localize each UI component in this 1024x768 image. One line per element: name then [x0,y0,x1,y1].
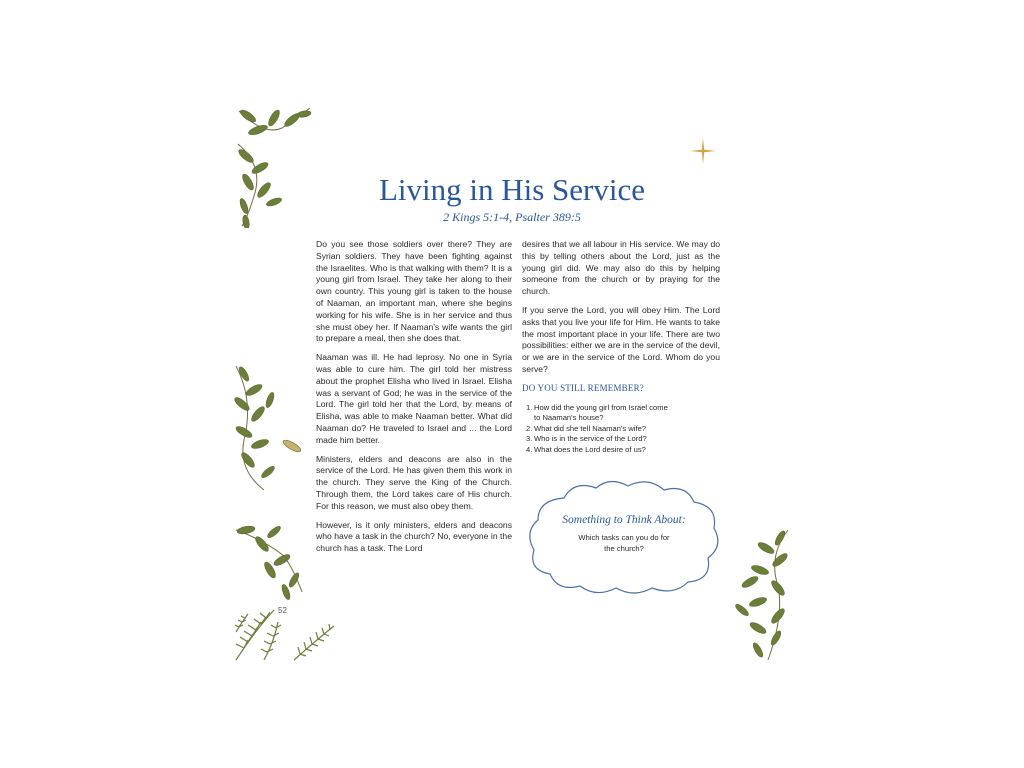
leaf-branch-decoration-bottom-right [728,526,790,662]
book-page [234,106,790,662]
paragraph: desires that we all labour in His service. We may do this by telling others about the Lord, just as the young girl did. We may also do this by helping someone from the church or by praying for the church. [522,239,720,297]
scripture-reference: 2 Kings 5:1-4, Psalter 389:5 [443,210,581,224]
paragraph: Naaman was ill. He had leprosy. No one in Syria was able to cure him. The girl told her mistress about the prophet Elisha who lived in Israel. Elisha was a servant of God; he was in the service of the Lord. The girl told her that the Lord, by means of Elisha, was able to make Naaman better. What did Naaman do? He traveled to Israel and ... the Lord made him better. [316,352,512,445]
question-text: What does the Lord desire of us? [534,444,646,454]
right-column [522,239,720,455]
question-text: What did she tell Naaman's wife? [534,423,647,433]
question-text: How did the young girl from Israel come to Naaman's house? [534,402,668,423]
star-icon [688,136,718,166]
question-number: 4. [526,444,533,454]
question-list [526,403,720,456]
page-title: Living in His Service [378,172,646,207]
left-column [316,239,512,562]
think-text: Which tasks can you do for the church? [578,533,670,553]
page-number: 52 [278,606,287,615]
paragraph: Ministers, elders and deacons are also in the service of the Lord. He has given them this work in the church. They serve the King of the Church. Through them, the Lord takes care of His church. For this reason, we must also obey them. [316,453,512,511]
paragraph: If you serve the Lord, you will obey Him. The Lord asks that you live your life for Him. He wants to take the most important place in your life. There are two possibilities: either we are in the service of the devil, or we are in the service of the Lord. Whom do you serve? [522,304,720,374]
question-text: Who is in the service of the Lord? [534,434,647,444]
paragraph: However, is it only ministers, elders and deacons who have a task in the church? No, everyone in the church has a task. The Lord [316,519,512,554]
list-item [526,445,720,456]
list-item [526,403,720,424]
question-number: 3. [526,434,533,444]
question-number: 2. [526,423,533,433]
think-heading: Something to Think About: [562,514,686,526]
question-number: 1. [526,402,533,412]
list-item [526,424,720,435]
paragraph: Do you see those soldiers over there? They are Syrian soldiers. They have been fighting against the Israelites. Who is that walking with them? It is a young girl from Israel. They take her along to their own country. This young girl is taken to the house of Naaman, an important man, where she begins working for his wife. She is in her service and thus she must obey her. If Naaman's wife wants the girl to prepare a meal, then she does that. [316,239,512,344]
remember-heading: DO YOU STILL REMEMBER? [522,382,644,393]
think-about-box [524,476,724,598]
list-item [526,434,720,445]
leaf-branch-decoration-left [234,360,306,600]
